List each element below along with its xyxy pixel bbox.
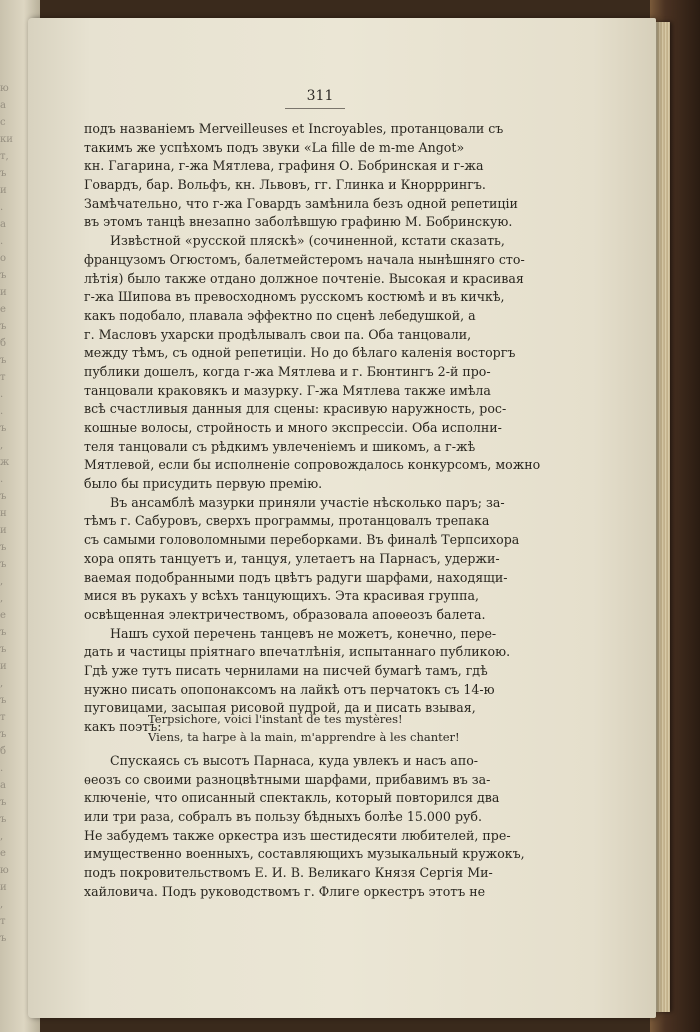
text-line: публики дошелъ, когда г-жа Мятлева и г. Бюнтингъ 2-й про-: [84, 363, 491, 379]
text-line: подъ названіемъ Merveilleuses et Incroyables, протанцовали съ: [84, 121, 504, 136]
text-line: Гдѣ уже тутъ писать чернилами на писчей бумагѣ тамъ, гдѣ: [84, 662, 488, 678]
text-line: имущественно военныхъ, составляющихъ музыкальный кружокъ,: [84, 846, 525, 862]
text-line: всѣ счастливыя данныя для сцены: красивую наружность, рос-: [84, 401, 507, 417]
text-line: какъ поэтъ:: [84, 719, 162, 734]
text-line: Мятлевой, если бы исполненіе сопровождалось конкурсомъ, можно: [84, 457, 540, 473]
text-line: хора опять танцуетъ и, танцуя, улетаетъ на Парнасъ, удержи-: [84, 550, 500, 566]
text-line: мися въ рукахъ у всѣхъ танцующихъ. Эта красивая группа,: [84, 588, 480, 604]
quote-line: Viens, ta harpe à la main, m'apprendre à les chanter!: [148, 730, 460, 744]
text-line: подъ покровительствомъ Е. И. В. Великаго Князя Сергія Ми-: [84, 865, 493, 881]
text-line: тѣмъ г. Сабуровъ, сверхъ программы, протанцовалъ трепака: [84, 513, 490, 529]
header-rule: [285, 108, 345, 109]
closing-text: [84, 752, 540, 902]
facing-page-text-fragment: ю а с ки т, ъ и . а . о ъ и е ъ б ъ т . . ъ , ж . ъ н и ъ ъ , , е ъ ъ и , ъ т ъ б . а ъ ъ , е ю и , т ъ: [0, 83, 13, 944]
text-line: дать и частицы пріятнаго впечатлѣнія, испытаннаго публикою.: [84, 644, 511, 660]
text-line: Извѣстной «русской пляскѣ» (сочиненной, кстати сказать,: [110, 233, 505, 249]
text-line: теля танцовали съ рѣдкимъ увлеченіемъ и шикомъ, а г-жѣ: [84, 438, 476, 454]
text-line: было бы присудить первую премію.: [84, 476, 323, 492]
text-line: французомъ Огюстомъ, балетмейстеромъ начала нынѣшняго сто-: [84, 251, 525, 267]
text-line: хайловича. Подъ руководствомъ г. Флиге оркестръ этотъ не: [84, 883, 486, 899]
text-line: Говардъ, бар. Вольфъ, кн. Львовъ, гг. Глинка и Кнорррингъ.: [84, 177, 486, 193]
text-line: Въ ансамблѣ мазурки приняли участіе нѣсколько паръ; за-: [110, 494, 505, 510]
text-line: нужно писать опопонаксомъ на лайкѣ отъ перчатокъ съ 14-ю: [84, 681, 495, 697]
text-line: освѣщенная электричествомъ, образовала апоѳеозъ балета.: [84, 606, 486, 622]
text-line: танцовали краковякъ и мазурку. Г-жа Мятлева также имѣла: [84, 382, 491, 398]
text-line: Замѣчательно, что г-жа Говардъ замѣнила безъ одной репетиціи: [84, 195, 518, 211]
text-line: или три раза, собралъ въ пользу бѣдныхъ болѣе 15.000 руб.: [84, 809, 483, 825]
text-line: Нашъ сухой перечень танцевъ не можетъ, конечно, пере-: [110, 625, 497, 641]
text-line: кошные волосы, стройность и много экспрессіи. Оба исполни-: [84, 420, 502, 435]
text-line: ѳеозъ со своими разноцвѣтными шарфами, прибавимъ въ за-: [84, 771, 491, 787]
text-line: кн. Гагарина, г-жа Мятлева, графиня О. Бобринская и г-жа: [84, 158, 484, 174]
text-line: ваемая подобранными подъ цвѣтъ радуги шарфами, находящи-: [84, 569, 508, 585]
text-line: между тѣмъ, съ одной репетиціи. Но до бѣлаго каленія восторгъ: [84, 345, 516, 361]
main-text: [84, 120, 540, 737]
quote-line: Terpsichore, voici l'instant de tes mystères!: [148, 712, 403, 726]
text-line: ключеніе, что описанный спектакль, который повторился два: [84, 790, 500, 806]
text-line: лѣтія) было также отдано должное почтеніе. Высокая и красивая: [84, 270, 524, 286]
page-number: 311: [306, 88, 334, 104]
text-line: въ этомъ танцѣ внезапно заболѣвшую графиню М. Бобринскую.: [84, 214, 513, 230]
text-line: какъ подобало, плавала эффектно по сценѣ лебедушкой, а: [84, 307, 476, 323]
text-line: такимъ же успѣхомъ подъ звуки «La fille de m-me Angot»: [84, 139, 465, 155]
verse-quote: [148, 710, 528, 746]
text-line: г-жа Шипова въ превосходномъ русскомъ костюмѣ и въ кичкѣ,: [84, 289, 505, 305]
page-block-edges: [656, 22, 670, 1012]
text-line: пуговицами, засыпая рисовой пудрой, да и писать взывая,: [84, 700, 476, 716]
text-line: съ самыми головоломными переборками. Въ финалѣ Терпсихора: [84, 532, 520, 548]
text-line: Спускаясь съ высотъ Парнаса, куда увлекъ и насъ апо-: [110, 753, 479, 768]
text-line: Не забудемъ также оркестра изъ шестидесяти любителей, пре-: [84, 827, 511, 843]
text-line: г. Масловъ ухарски продѣлывалъ свои па. Оба танцовали,: [84, 326, 472, 342]
